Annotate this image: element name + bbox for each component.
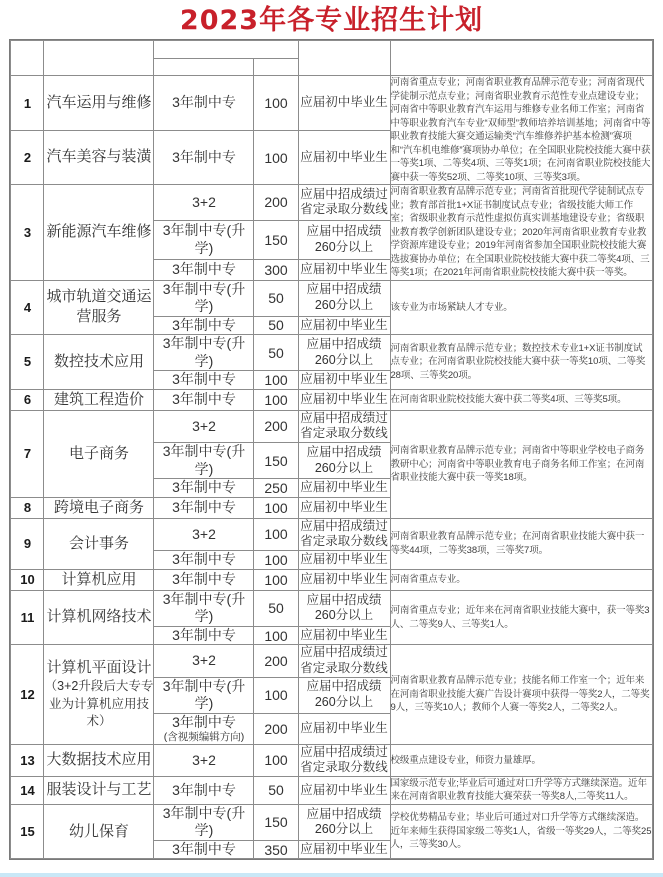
cell-serial-number: 8 (11, 497, 44, 518)
plan-type-text: 3年制中专 (172, 570, 236, 587)
table-row (11, 804, 652, 840)
cell-plan-count: 200 (254, 645, 298, 677)
plan-type-note: (含视频编辑方向) (163, 731, 245, 744)
cell-major-feature: 学校优势精品专业；毕业后可通过对口升学等方式继续深造。近年来师生获得国家级二等奖1人，省级一等奖29人，二等奖25人，三等奖30人。 (390, 804, 652, 859)
cell-plan-type (154, 410, 254, 442)
cell-serial-number: 10 (11, 569, 44, 590)
major-name-text: 电子商务 (68, 444, 129, 462)
header-enrollment-target: 招生对象 (298, 41, 390, 76)
plan-type-text: 3年制中专 (172, 148, 236, 165)
cell-plan-type (154, 569, 254, 590)
cell-enrollment-target: 应届中招成绩过省定录取分数线 (298, 645, 390, 677)
cell-plan-count: 250 (254, 479, 298, 498)
cell-major-name (44, 335, 154, 390)
cell-plan-count: 150 (254, 804, 298, 840)
cell-plan-type (154, 551, 254, 570)
major-name-text: 建筑工程造价 (53, 390, 144, 408)
cell-major-name (44, 776, 154, 804)
cell-plan-type (154, 479, 254, 498)
plan-type-text: 3+2 (192, 417, 216, 434)
cell-major-feature: 河南省职业教育品牌示范专业；数控技术专业1+X证书制度试点专业；在河南省职业院校技能大赛中获一等奖10项、二等奖28项、三等奖20项。 (390, 335, 652, 390)
major-name-text: 新能源汽车维修 (46, 223, 152, 241)
cell-major-name (44, 569, 154, 590)
cell-enrollment-target: 应届初中毕业生 (298, 713, 390, 744)
cell-enrollment-target: 应届初中毕业生 (298, 479, 390, 498)
major-name-text: 服装设计与工艺 (46, 781, 152, 799)
cell-enrollment-target: 应届中招成绩260分以上 (298, 335, 390, 371)
cell-plan-type (154, 626, 254, 645)
header-plan-type: 类 别 (154, 59, 254, 76)
cell-major-name (44, 185, 154, 280)
cell-plan-type (154, 280, 254, 316)
cell-enrollment-target: 应届中招成绩260分以上 (298, 804, 390, 840)
cell-plan-type (154, 371, 254, 390)
cell-plan-count: 100 (254, 677, 298, 713)
cell-enrollment-target: 应届初中毕业生 (298, 371, 390, 390)
major-name-text: 跨境电子商务 (53, 498, 144, 516)
cell-plan-count: 100 (254, 76, 298, 130)
plan-type-text: 3年制中专 (172, 316, 236, 333)
table-row (11, 76, 652, 130)
cell-plan-count: 100 (254, 389, 298, 410)
cell-major-name (44, 804, 154, 859)
cell-plan-count: 200 (254, 185, 298, 220)
cell-major-name (44, 744, 154, 776)
cell-plan-count: 350 (254, 840, 298, 859)
cell-plan-count: 100 (254, 569, 298, 590)
plan-type-text: 3年制中专 (172, 94, 236, 111)
plan-type-text: 3+2 (192, 193, 216, 210)
cell-enrollment-target: 应届初中毕业生 (298, 551, 390, 570)
cell-plan-count: 100 (254, 497, 298, 518)
table-row (11, 410, 652, 442)
cell-serial-number: 6 (11, 389, 44, 410)
plan-type-text: 3年制中专(升学) (162, 443, 246, 477)
cell-major-feature: 河南省重点专业；近年来在河南省职业技能大赛中，获一等奖3人、二等奖9人、三等奖1人。 (390, 590, 652, 645)
cell-enrollment-target: 应届初中毕业生 (298, 389, 390, 410)
cell-plan-count: 100 (254, 130, 298, 184)
major-name-text: 数控技术应用 (53, 352, 144, 370)
table-row (11, 590, 652, 626)
plan-type-text: 3年制中专(升学) (162, 335, 246, 369)
cell-major-feature: 河南省职业教育品牌示范专业；河南省首批现代学徒制试点专业；教育部首批1+X证书制度试点专业；省级技能大师工作室；省级职业教育示范性虚拟仿真实训基地建设专业；省级职业教育教学创新团队建设专业；2020年河南省职业教育专业教学资源库建设专业；2019年河南省参加全国职业院校技能大赛选拔赛协办单位；在全国职业院校技能大赛中获二等奖4项、三等奖1项；在2021年河南省职业院校技能大赛中获一等奖。 (390, 185, 652, 280)
cell-enrollment-target: 应届初中毕业生 (298, 76, 390, 130)
cell-enrollment-target: 应届初中毕业生 (298, 776, 390, 804)
plan-type-text: 3年制中专(升学) (162, 280, 246, 315)
cell-serial-number: 9 (11, 518, 44, 569)
cell-plan-type (154, 389, 254, 410)
cell-enrollment-target: 应届中招成绩过省定录取分数线 (298, 410, 390, 442)
major-name-note: （3+2升段后大专专业为计算机应用技术） (44, 679, 154, 729)
enrollment-plan-table (10, 40, 652, 859)
cell-plan-count: 100 (254, 371, 298, 390)
cell-plan-type (154, 677, 254, 713)
plan-type-text: 3年制中专 (172, 261, 236, 278)
cell-enrollment-target: 应届中招成绩260分以上 (298, 590, 390, 626)
plan-type-text: 3年制中专(升学) (162, 222, 246, 256)
cell-enrollment-target: 应届初中毕业生 (298, 260, 390, 280)
plan-type-text: 3年制中专(升学) (162, 590, 246, 625)
major-name-text: 计算机网络技术 (46, 608, 152, 626)
cell-enrollment-target: 应届初中毕业生 (298, 626, 390, 645)
cell-major-feature: 河南省重点专业；河南省职业教育品牌示范专业；河南省现代学徒制示范点专业；河南省职业教育示范性专业点建设专业；河南省中等职业教育汽车运用与维修专业名师工作室；河南省中等职业教育汽车专业“双师型”教师培养培训基地；河南省中等职业教育技能大赛交通运输类“汽车维修养护基本检测”赛项和“汽车机电维修”赛项协办单位；在全国职业院校技能大赛中获一等奖1项、二等奖4项、三等奖1项；在河南省职业院校技能大赛中获一等奖52项、二等奖10项、三等奖3项。 (390, 77, 651, 183)
cell-enrollment-target: 应届初中毕业生 (298, 316, 390, 335)
cell-enrollment-target: 应届中招成绩260分以上 (298, 280, 390, 316)
cell-plan-type (154, 260, 254, 280)
major-name-text: 城市轨道交通运营服务 (46, 288, 152, 326)
major-name-text: 计算机平面设计 (46, 659, 152, 677)
cell-plan-count: 50 (254, 316, 298, 335)
plan-type-text: 3年制中专 (172, 498, 236, 515)
plan-type-text: 3+2 (192, 751, 216, 768)
plan-type-text: 3年制中专 (172, 371, 236, 388)
cell-serial-number: 5 (11, 335, 44, 390)
cell-enrollment-target: 应届中招成绩过省定录取分数线 (298, 185, 390, 220)
cell-plan-type (154, 335, 254, 371)
cell-plan-count: 50 (254, 280, 298, 316)
cell-plan-type (154, 76, 254, 130)
major-name-text: 幼儿保育 (68, 822, 129, 840)
plan-type-text: 3年制中专 (172, 781, 236, 798)
table-row (11, 335, 652, 371)
cell-plan-type (154, 744, 254, 776)
table-row (11, 569, 652, 590)
cell-serial-number: 14 (11, 776, 44, 804)
table-row (11, 280, 652, 316)
cell-plan-count: 300 (254, 260, 298, 280)
plan-type-text: 3+2 (192, 652, 216, 669)
cell-plan-type (154, 316, 254, 335)
header-row-1 (11, 41, 652, 59)
plan-type-text: 3年制中专(升学) (162, 804, 246, 839)
cell-serial-number: 1 (11, 76, 44, 130)
header-serial-number: 序号 (11, 41, 44, 76)
cell-major-name (44, 645, 154, 744)
cell-enrollment-target: 应届初中毕业生 (298, 840, 390, 859)
cell-plan-count: 100 (254, 626, 298, 645)
cell-enrollment-target: 应届中招成绩260分以上 (298, 220, 390, 260)
cell-plan-count: 50 (254, 590, 298, 626)
cell-plan-type (154, 804, 254, 840)
cell-plan-type (154, 130, 254, 184)
header-enrollment-plan: 招生计划 (154, 41, 298, 59)
cell-plan-type (154, 443, 254, 479)
cell-enrollment-target: 应届初中毕业生 (298, 130, 390, 184)
cell-plan-type (154, 713, 254, 744)
cell-enrollment-target: 应届初中毕业生 (298, 569, 390, 590)
plan-type-text: 3年制中专(升学) (162, 677, 246, 712)
table-row (11, 389, 652, 410)
cell-plan-count: 150 (254, 220, 298, 260)
table-row (11, 645, 652, 677)
cell-major-name (44, 280, 154, 335)
major-name-text: 大数据技术应用 (46, 751, 152, 769)
cell-major-feature: 河南省职业教育品牌示范专业；技能名师工作室一个；近年来在河南省职业技能大赛广告设计赛项中获得一等奖2人，二等奖9人，三等奖10人；教师个人赛一等奖2人，二等奖2人。 (390, 645, 652, 744)
bottom-decorative-strip (0, 873, 663, 877)
cell-plan-type (154, 220, 254, 260)
header-major-feature: 专业特色 (390, 41, 652, 76)
cell-major-feature: 河南省职业教育品牌示范专业；在河南省职业技能大赛中获一等奖44项，二等奖38项，三等奖7项。 (390, 518, 652, 569)
cell-major-name (44, 497, 154, 518)
cell-plan-type (154, 776, 254, 804)
cell-plan-type (154, 645, 254, 677)
major-name-text: 汽车运用与维修 (46, 93, 152, 111)
cell-enrollment-target: 应届中招成绩260分以上 (298, 677, 390, 713)
cell-serial-number: 15 (11, 804, 44, 859)
cell-major-name (44, 76, 154, 130)
cell-major-feature: 在河南省职业院校技能大赛中获二等奖4项、三等奖5项。 (390, 389, 652, 410)
cell-plan-count: 200 (254, 713, 298, 744)
cell-enrollment-target: 应届初中毕业生 (298, 497, 390, 518)
cell-serial-number: 7 (11, 410, 44, 497)
major-name-text: 汽车美容与装潢 (46, 148, 152, 166)
cell-major-name (44, 130, 154, 184)
plan-type-text: 3年制中专 (172, 551, 236, 568)
cell-plan-count: 100 (254, 744, 298, 776)
cell-plan-count: 100 (254, 551, 298, 570)
table-row (11, 185, 652, 220)
cell-enrollment-target: 应届中招成绩过省定录取分数线 (298, 518, 390, 550)
header-plan-count: 人数 (254, 59, 298, 76)
cell-major-name (44, 518, 154, 569)
cell-plan-type (154, 497, 254, 518)
plan-type-text: 3年制中专 (172, 713, 236, 730)
cell-serial-number: 4 (11, 280, 44, 335)
cell-enrollment-target: 应届中招成绩过省定录取分数线 (298, 744, 390, 776)
cell-serial-number: 11 (11, 590, 44, 645)
cell-major-name (44, 590, 154, 645)
table-body (11, 76, 652, 859)
plan-type-text: 3年制中专 (172, 626, 236, 643)
cell-plan-type (154, 185, 254, 220)
table-row (11, 744, 652, 776)
major-name-text: 计算机应用 (61, 570, 137, 588)
header-major-name: 专业名称 (44, 41, 154, 76)
cell-major-feature: 该专业为市场紧缺人才专业。 (390, 280, 652, 335)
cell-serial-number: 13 (11, 744, 44, 776)
cell-major-feature: 校级重点建设专业，师资力量雄厚。 (390, 744, 652, 776)
cell-serial-number: 12 (11, 645, 44, 744)
plan-type-text: 3年制中专 (172, 390, 236, 407)
page-title: 2023年各专业招生计划 (179, 5, 484, 36)
cell-plan-type (154, 518, 254, 550)
plan-type-text: 3年制中专 (172, 840, 236, 857)
cell-serial-number: 3 (11, 185, 44, 280)
cell-major-name (44, 389, 154, 410)
cell-major-feature: 国家级示范专业;毕业后可通过对口升学等方式继续深造。近年来在河南省职业教育技能大赛荣获一等奖8人,二等奖11人。 (390, 776, 652, 804)
cell-plan-count: 150 (254, 443, 298, 479)
cell-major-feature: 河南省重点专业。 (390, 569, 652, 590)
plan-type-text: 3年制中专 (172, 479, 236, 496)
major-name-text: 会计事务 (68, 534, 129, 552)
cell-serial-number: 2 (11, 130, 44, 184)
table-row (11, 518, 652, 550)
cell-plan-type (154, 590, 254, 626)
cell-enrollment-target: 应届中招成绩260分以上 (298, 443, 390, 479)
cell-plan-count: 100 (254, 518, 298, 550)
cell-major-name (44, 410, 154, 497)
cell-plan-type (154, 840, 254, 859)
cell-major-feature: 河南省职业教育品牌示范专业；河南省中等职业学校电子商务教研中心；河南省中等职业教育电子商务名师工作室；在河南省职业技能大赛中获一等奖18项。 (390, 410, 652, 518)
table-row (11, 776, 652, 804)
table-header (11, 41, 652, 76)
cell-plan-count: 50 (254, 776, 298, 804)
cell-plan-count: 200 (254, 410, 298, 442)
cell-plan-count: 50 (254, 335, 298, 371)
plan-type-text: 3+2 (192, 525, 216, 542)
